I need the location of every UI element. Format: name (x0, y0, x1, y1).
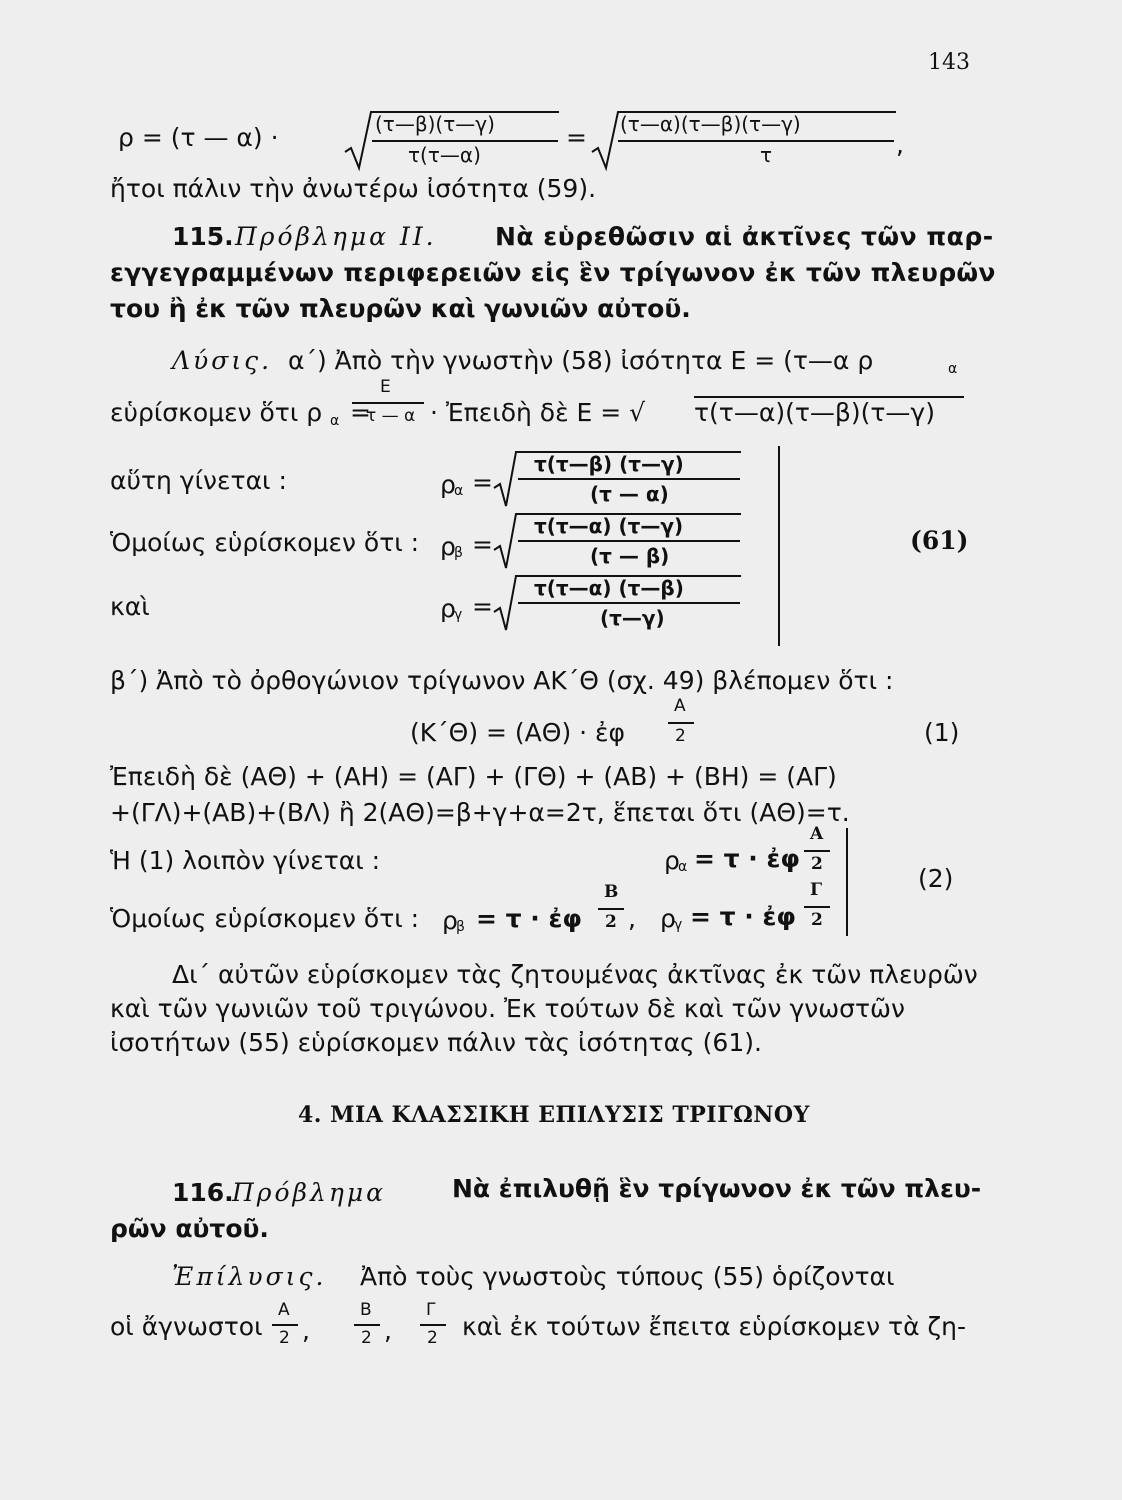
right-brace (846, 828, 848, 936)
para-di-line2: καὶ τῶν γωνιῶν τοῦ τριγώνου. Ἐκ τούτων δὲ καὶ τῶν γνωστῶν (110, 994, 905, 1023)
sys61-row3-num: τ(τ—α) (τ—β) (534, 576, 684, 600)
epilysis-f3-num: Γ (426, 1300, 436, 1320)
lysis-frac-den: τ — α (366, 406, 416, 426)
sys2-tag: (2) (918, 864, 954, 893)
sys61-row2-eq: = (472, 530, 493, 559)
eq-top-r1-num: (τ—β)(τ—γ) (375, 112, 495, 136)
eq-top-eq: = (566, 123, 587, 152)
sys2-row1-label: Ἡ (1) λοιπὸν γίνεται : (110, 846, 381, 875)
sys2-row2-label: Ὁμοίως εὑρίσκομεν ὅτι : (110, 904, 420, 933)
fraction-bar (354, 1324, 380, 1326)
sys61-row2-label: Ὁμοίως εὑρίσκομεν ὅτι : (110, 528, 420, 557)
eq-top-r2-num: (τ—α)(τ—β)(τ—γ) (620, 112, 801, 136)
sys61-row2-sub: β (454, 545, 463, 561)
fraction-bar (272, 1324, 298, 1326)
beta-eq1-tag: (1) (924, 718, 960, 747)
sys2-comma: , (628, 904, 636, 933)
problem-115-title: Πρόβλημα ΙΙ. (235, 222, 437, 251)
sys2-row2a-sub: β (456, 919, 465, 935)
lysis-line1-sub: α (948, 361, 958, 377)
sys2-row2a-num: Β (604, 882, 619, 902)
fraction-bar (668, 722, 694, 724)
sys61-row3-lhs: ρ (440, 594, 456, 623)
beta-line1: β΄) Ἀπὸ τὸ ὀρθογώνιον τρίγωνον ΑΚ΄Θ (σχ. 49) βλέπομεν ὅτι : (110, 666, 894, 695)
problem-116-number: 116. (172, 1178, 234, 1207)
para-di-line3: ἰσοτήτων (55) εὑρίσκομεν πάλιν τὰς ἰσότητας (61). (110, 1028, 762, 1057)
epilysis-label: Ἐπίλυσις. (172, 1262, 327, 1291)
sys61-row1-den: (τ — α) (590, 482, 669, 506)
sys61-row2-num: τ(τ—α) (τ—γ) (534, 514, 684, 538)
sys2-row1-sub: α (678, 859, 688, 875)
sys2-row2b-rho: ρ (660, 904, 676, 933)
sys2-row2b-den: 2 (811, 910, 823, 930)
sys61-row1-label: αὕτη γίνεται : (110, 466, 287, 495)
eq-top-comma: , (896, 130, 904, 159)
sys2-row2b-sub: γ (674, 917, 683, 933)
beta-eq1-num: Α (674, 696, 686, 716)
right-brace (778, 446, 780, 646)
eq-top-r2-den: τ (760, 143, 773, 167)
problem-116-title: Πρόβλημα (232, 1178, 386, 1207)
sys2-row2a-rho: ρ (442, 906, 458, 935)
sys2-row1-rho: ρ (664, 846, 680, 875)
sys61-row2-lhs: ρ (440, 532, 456, 561)
lysis-line2-sub: α (330, 413, 340, 429)
epilysis-line1: Ἀπὸ τοὺς γνωστοὺς τύπους (55) ὁρίζονται (360, 1262, 895, 1291)
lysis-line2-b: · Ἐπειδὴ δὲ Ε = √ (430, 398, 646, 427)
sys61-row3-den: (τ—γ) (600, 606, 665, 630)
line-itoi: ἤτοι πάλιν τὴν ἀνωτέρω ἰσότητα (59). (110, 174, 597, 203)
beta-line4: +(ΓΛ)+(ΑΒ)+(ΒΛ) ἢ 2(ΑΘ)=β+γ+α=2τ, ἕπεται ὅτι (ΑΘ)=τ. (110, 798, 850, 827)
beta-line3: Ἐπειδὴ δὲ (ΑΘ) + (ΑΗ) = (ΑΓ) + (ΓΘ) + (ΑΒ) + (ΒΗ) = (ΑΓ) (110, 762, 837, 791)
epilysis-f3-den: 2 (427, 1328, 438, 1348)
sys61-row1-sub: α (454, 483, 464, 499)
sys2-row2b-num: Γ (810, 880, 823, 900)
sys61-row1-eq: = (472, 468, 493, 497)
lysis-line2-a: εὑρίσκομεν ὅτι ρ (110, 398, 323, 427)
epilysis-comma-2: , (384, 1316, 392, 1345)
epilysis-f2-num: Β (360, 1300, 372, 1320)
fraction-bar (518, 602, 740, 604)
problem-115-line2: εγγεγραμμένων περιφερειῶν εἰς ἓν τρίγωνον ἐκ τῶν πλευρῶν (110, 258, 996, 287)
sys2-row1-den: 2 (811, 854, 823, 874)
epilysis-f2-den: 2 (361, 1328, 372, 1348)
epilysis-line2-a: οἱ ἄγνωστοι (110, 1312, 263, 1341)
sys61-row3-sub: γ (454, 607, 463, 623)
sys61-row3-eq: = (472, 592, 493, 621)
sys2-row2b-eq: = τ · ἐφ (690, 902, 796, 931)
lysis-line2-eq: = (350, 398, 371, 427)
problem-115-line3: του ἢ ἐκ τῶν πλευρῶν καὶ γωνιῶν αὐτοῦ. (110, 294, 691, 323)
fraction-bar (804, 906, 830, 908)
sys61-row1-num: τ(τ—β) (τ—γ) (534, 452, 684, 476)
sys61-tag: (61) (910, 526, 969, 555)
epilysis-comma-1: , (302, 1316, 310, 1345)
lysis-label: Λύσις. (172, 346, 273, 375)
section-heading: 4. ΜΙΑ ΚΛΑΣΣΙΚΗ ΕΠΙΛΥΣΙΣ ΤΡΙΓΩΝΟΥ (298, 1102, 810, 1128)
fraction-bar (518, 540, 740, 542)
problem-115-line1: Νὰ εὑρεθῶσιν αἱ ἀκτῖνες τῶν παρ- (495, 222, 994, 251)
epilysis-f1-den: 2 (279, 1328, 290, 1348)
fraction-bar (618, 140, 894, 142)
sys2-row2a-eq: = τ · ἐφ (476, 904, 582, 933)
sys2-row2a-den: 2 (605, 912, 617, 932)
epilysis-f1-num: Α (278, 1300, 290, 1320)
lysis-line1: α΄) Ἀπὸ τὴν γνωστὴν (58) ἰσότητα Ε = (τ—α ρ (288, 346, 874, 375)
beta-eq1-den: 2 (675, 726, 686, 746)
beta-eq1: (Κ΄Θ) = (ΑΘ) · ἐφ (410, 718, 626, 747)
fraction-bar (372, 140, 558, 142)
eq-top-lhs: ρ = (τ — α) · (118, 123, 279, 152)
sys61-row1-lhs: ρ (440, 470, 456, 499)
problem-116-line1: Νὰ ἐπιλυθῇ ἓν τρίγωνον ἐκ τῶν πλευ- (452, 1174, 982, 1203)
sys2-row1-num: Α (810, 824, 824, 844)
sys61-row3-label: καὶ (110, 592, 150, 621)
sys61-row2-den: (τ — β) (590, 544, 670, 568)
sys2-row1-eq: = τ · ἐφ (694, 844, 800, 873)
eq-top-r1-den: τ(τ—α) (408, 143, 481, 167)
epilysis-line2-b: καὶ ἐκ τούτων ἔπειτα εὑρίσκομεν τὰ ζη- (462, 1312, 966, 1341)
problem-115-number: 115. (172, 222, 234, 251)
fraction-bar (518, 478, 740, 480)
problem-116-line2: ρῶν αὐτοῦ. (110, 1214, 269, 1243)
lysis-frac-num: Ε (380, 377, 391, 397)
fraction-bar (352, 402, 424, 404)
fraction-bar (420, 1324, 446, 1326)
page-number: 143 (928, 50, 970, 75)
lysis-line2-rad: τ(τ—α)(τ—β)(τ—γ) (694, 398, 935, 427)
fraction-bar (804, 850, 830, 852)
para-di-line1: Δι΄ αὐτῶν εὑρίσκομεν τὰς ζητουμένας ἀκτῖνας ἐκ τῶν πλευρῶν (172, 960, 978, 989)
fraction-bar (598, 908, 624, 910)
